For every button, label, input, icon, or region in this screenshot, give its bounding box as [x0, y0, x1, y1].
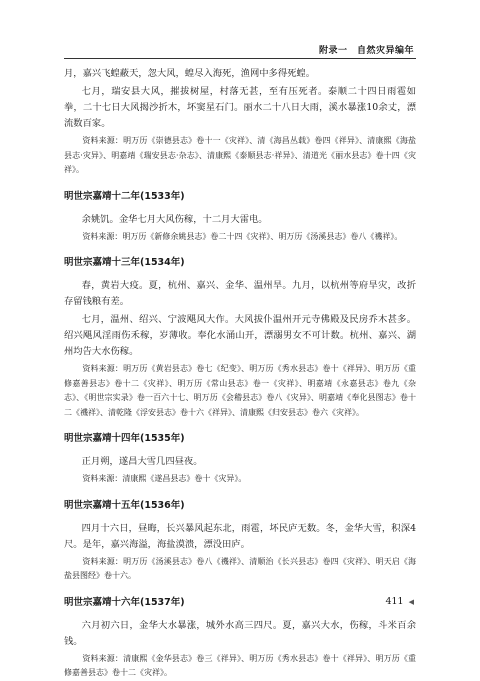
- section-1534: [64, 256, 416, 420]
- page-number-text: 411: [385, 596, 404, 607]
- page-marker-icon: ◀: [408, 598, 414, 606]
- page-number: [385, 596, 414, 607]
- section-title: 明世宗嘉靖十三年(1534年): [64, 257, 185, 268]
- body-paragraph: 七月，瑞安县大风，摧拔树屋，村落无甚，至有压死者。泰顺二十四日雨雹如拳，二十七日大风揭沙折木，坏窦星石门。丽水二十八日大雨，溪水暴涨10余丈，漂流数百家。: [64, 86, 416, 129]
- source-note: 资料来源：清康熙《遂昌县志》卷十《灾异》。: [82, 474, 247, 483]
- section-1535: [64, 432, 416, 487]
- section-title: 明世宗嘉靖十六年(1537年): [64, 596, 185, 608]
- running-header: 附录一 自然灾异编年: [318, 46, 414, 56]
- source-note: 资料来源：明万历《崇德县志》卷十一《灾祥》、清《海昌丛载》卷四《祥异》、清康熙《海盐县志·灾异》、明嘉靖《瑞安县志·杂志》、清康熙《泰顺县志·祥异》、清道光《丽水县志》卷十四《灾祥》。: [64, 136, 416, 174]
- body-paragraph: 余姚饥。金华七月大风伤稼，十二月大雷电。: [81, 213, 268, 225]
- source-note: 资料来源：明万历《新修余姚县志》卷二十四《灾祥》、明万历《汤溪县志》卷八《禨祥》。: [82, 231, 403, 241]
- section-1533: [64, 190, 416, 245]
- body-paragraph: 七月，温州、绍兴、宁波飓风大作。大风拔仆温州开元寺佛殿及民房乔木甚多。绍兴飓风淫雨伤禾稼，岁薄收。奉化水涌山开，漂溺男女不可计数。杭州、嘉兴、湖州均告大水伤稼。: [64, 314, 416, 357]
- section-1536: [64, 499, 416, 584]
- source-note: 资料来源：明万历《汤溪县志》卷八《禨祥》、清顺治《长兴县志》卷四《灾祥》、明天启《海盐县图经》卷十六。: [64, 556, 416, 580]
- source-note: 资料来源：明万历《黄岩县志》卷七《纪变》、明万历《秀水县志》卷十《祥异》、明万历《重修嘉善县志》卷十二《灾祥》、明万历《常山县志》卷一《灾祥》、明嘉靖《永嘉县志》卷九《杂志》、《明世宗实录》卷一百六十七、明万历《会稽县志》卷八《灾异》、明嘉靖《奉化县图志》卷十二《禨祥》、清乾隆《浮安县志》卷十六《祥异》、清康熙《归安县志》卷六《灾祥》。: [64, 364, 416, 417]
- body-paragraph: 月，嘉兴飞蝗蔽天，忽大风，蝗尽入海死，渔网中多得死蝗。: [64, 68, 316, 79]
- section-1537: [64, 596, 416, 681]
- section-title: 明世宗嘉靖十二年(1533年): [64, 190, 185, 202]
- header-rule: [64, 58, 416, 59]
- body-paragraph: 正月朔，遂昌大雪几四昼夜。: [81, 456, 203, 467]
- body-paragraph: 春，黄岩大疫。夏，杭州、嘉兴、金华、温州旱。九月，以杭州等府旱灾，改折存留钱粮有差。: [64, 280, 416, 307]
- section-title: 明世宗嘉靖十五年(1536年): [64, 499, 185, 511]
- source-note: 资料来源：清康熙《金华县志》卷三《祥异》、明万历《秀水县志》卷十《祥异》、明万历《重修嘉善县志》卷十二《灾祥》。: [64, 653, 416, 677]
- body-paragraph: 六月初六日，金华大水暴涨，城外水高三四尺。夏，嘉兴大水，伤稼，斗米百余钱。: [64, 619, 416, 647]
- body-paragraph: 四月十六日，昼晦，长兴暴风起东北，雨雹，坏民庐无数。冬，金华大雪，积深4尺。是年，嘉兴海溢，海盐漠溃，漂没田庐。: [64, 522, 416, 550]
- section-title: 明世宗嘉靖十四年(1535年): [64, 433, 185, 444]
- page-content: [64, 66, 416, 681]
